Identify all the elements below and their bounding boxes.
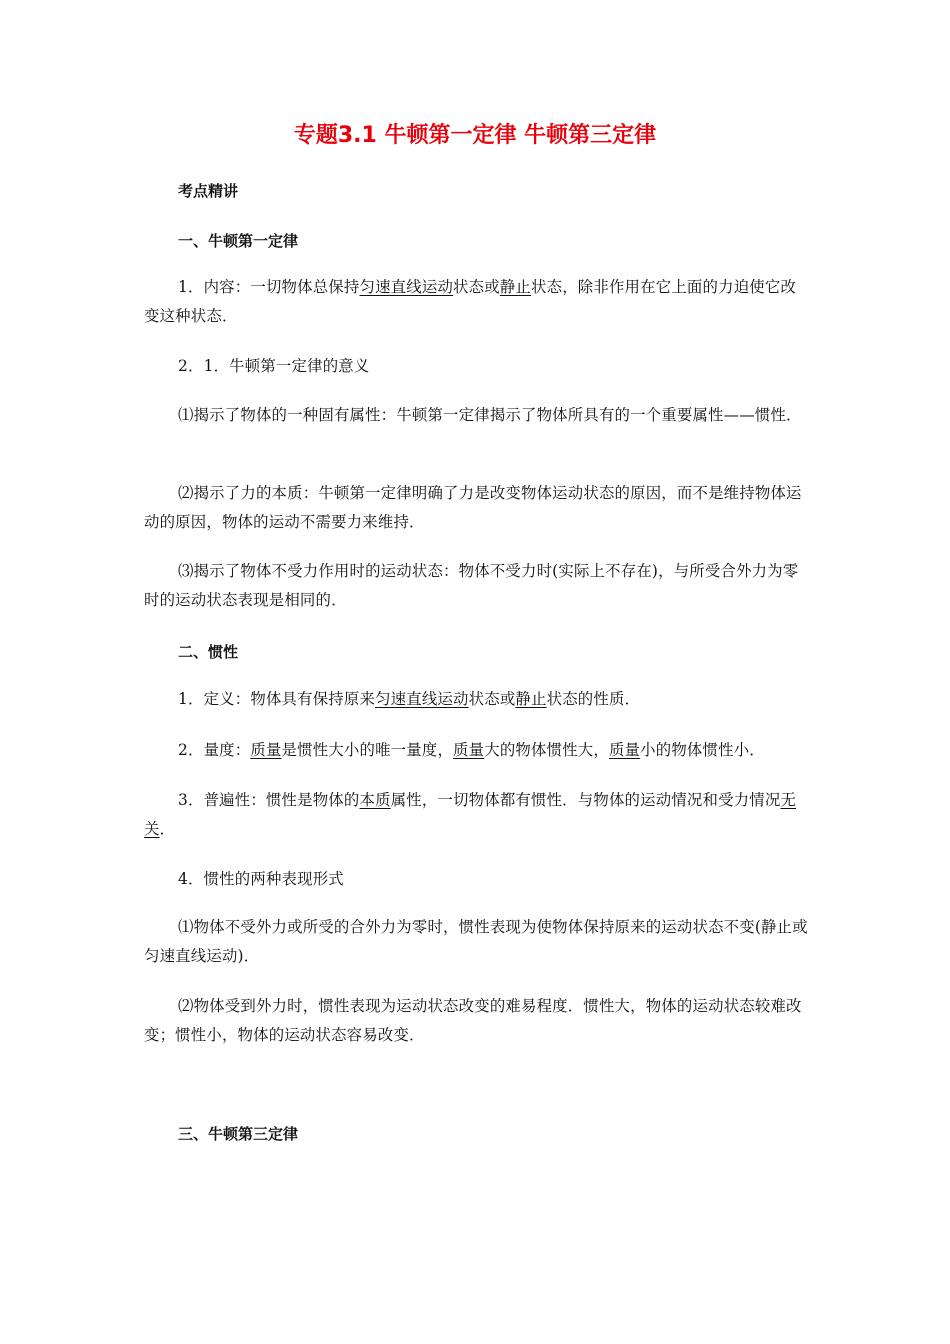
paragraph-content: 1．内容：一切物体总保持匀速直线运动状态或静止状态，除非作用在它上面的力迫使它改变这种状态．	[144, 278, 797, 325]
paragraph-form-2: ⑵物体受到外力时，惯性表现为运动状态改变的难易程度．惯性大，物体的运动状态较难改变；惯性小，物体的运动状态容易改变．	[144, 997, 802, 1044]
paragraph-meaning-1: ⑴揭示了物体的一种固有属性：牛顿第一定律揭示了物体所具有的一个重要属性——惯性．	[178, 406, 802, 424]
page-title: 专题3.1 牛顿第一定律 牛顿第三定律	[293, 123, 657, 148]
section-heading-inertia: 二、惯性	[178, 643, 239, 661]
section-heading-kaodian: 考点精讲	[178, 182, 239, 200]
paragraph-definition: 1．定义：物体具有保持原来匀速直线运动状态或静止状态的性质．	[178, 690, 641, 708]
paragraph-meaning-2: ⑵揭示了力的本质：牛顿第一定律明确了力是改变物体运动状态的原因，而不是维持物体运动的原因，物体的运动不需要力来维持．	[144, 484, 802, 531]
paragraph-two-forms: 4．惯性的两种表现形式	[178, 870, 344, 888]
section-heading-newton-third-law: 三、牛顿第三定律	[178, 1125, 299, 1143]
paragraph-meaning: 2．1．牛顿第一定律的意义	[178, 357, 370, 375]
paragraph-universality: 3．普遍性：惯性是物体的本质属性，一切物体都有惯性．与物体的运动情况和受力情况无关．	[144, 791, 797, 838]
section-heading-newton-first-law: 一、牛顿第一定律	[178, 232, 299, 250]
paragraph-meaning-3: ⑶揭示了物体不受力作用时的运动状态：物体不受力时(实际上不存在)，与所受合外力为零时的运动状态表现是相同的．	[144, 562, 799, 609]
paragraph-form-1: ⑴物体不受外力或所受的合外力为零时，惯性表现为使物体保持原来的运动状态不变(静止或匀速直线运动)．	[144, 918, 808, 965]
paragraph-measure: 2．量度：质量是惯性大小的唯一量度，质量大的物体惯性大，质量小的物体惯性小．	[178, 741, 765, 759]
